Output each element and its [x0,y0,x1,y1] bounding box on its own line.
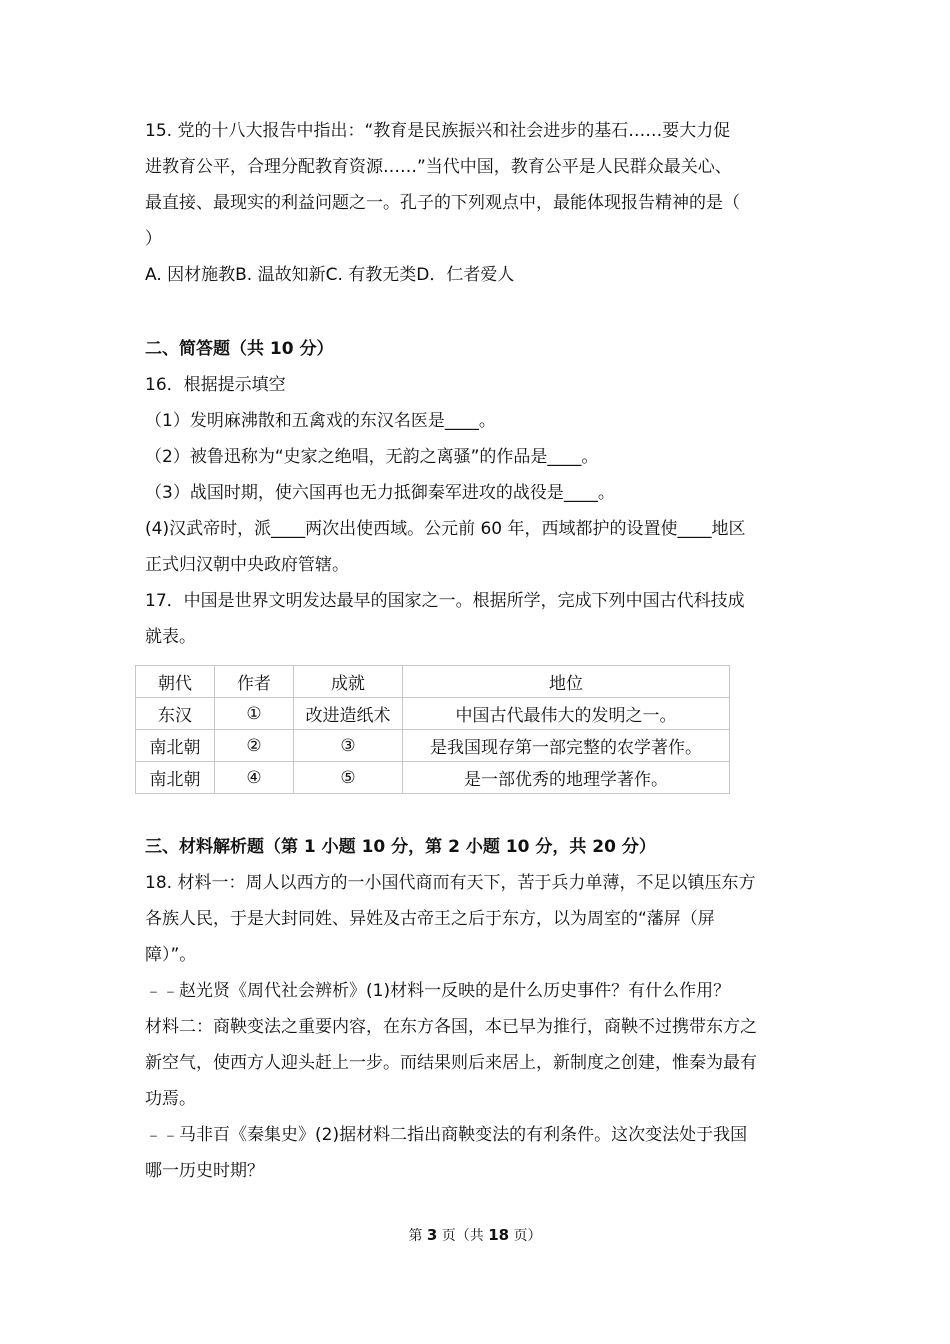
q16-item-3: （3）战国时期，使六国再也无力抵御秦军进攻的战役是____。 [145,483,615,503]
table-header-cell: 朝代 [136,666,215,698]
q18-line: ﹣﹣马非百《秦集史》(2)据材料二指出商鞅变法的有利条件。这次变法处于我国 [145,1125,748,1145]
q16-item-4-cont: 正式归汉朝中央政府管辖。 [145,555,349,575]
page-footer [0,1225,950,1245]
question-15 [145,113,810,293]
table-header-cell: 地位 [403,666,730,698]
table-cell: ② [215,730,294,762]
q18-line: 功焉。 [145,1089,196,1109]
science-achievement-table [135,665,730,794]
q15-line: ） [145,229,162,249]
section-3 [145,829,810,1189]
table-header-cell: 成就 [294,666,403,698]
table-row [136,730,730,762]
table-header-cell: 作者 [215,666,294,698]
footer-suffix: 页） [509,1228,542,1244]
section-3-heading: 三、材料解析题（第 1 小题 10 分，第 2 小题 10 分，共 20 分） [145,837,656,857]
q16-item-4: (4)汉武帝时，派____两次出使西域。公元前 60 年，西域都护的设置使____地区 [145,519,746,539]
table-cell: 东汉 [136,698,215,730]
footer-total-pages: 18 [488,1226,510,1244]
q15-line: 15. 党的十八大报告中指出：“教育是民族振兴和社会进步的基石……要大力促 [145,121,731,141]
q16-title: 16．根据提示填空 [145,375,286,395]
table-cell: 是我国现存第一部完整的农学著作。 [403,730,730,762]
q16-item-2: （2）被鲁迅称为“史家之绝唱，无韵之离骚”的作品是____。 [145,447,599,467]
section-2-heading: 二、简答题（共 10 分） [145,339,334,359]
q18-line: 材料二：商鞅变法之重要内容，在东方各国，本已早为推行，商鞅不过携带东方之 [145,1017,757,1037]
table-row [136,762,730,794]
q18-line: 新空气，使西方人迎头赶上一步。而结果则后来居上，新制度之创建，惟秦为最有 [145,1053,757,1073]
q16-item-1: （1）发明麻沸散和五禽戏的东汉名医是____。 [145,411,496,431]
q15-line: 进教育公平，合理分配教育资源……”当代中国，教育公平是人民群众最关心、 [145,157,732,177]
table-cell: 中国古代最伟大的发明之一。 [403,698,730,730]
q17-title: 17．中国是世界文明发达最早的国家之一。根据所学，完成下列中国古代科技成 [145,591,745,611]
section-2 [145,331,810,655]
table-cell: ③ [294,730,403,762]
table-cell: 是一部优秀的地理学著作。 [403,762,730,794]
table-cell: 南北朝 [136,762,215,794]
q18-line: ﹣﹣赵光贤《周代社会辨析》(1)材料一反映的是什么历史事件？有什么作用？ [145,981,731,1001]
footer-middle: 页（共 [437,1228,489,1244]
table-cell: ④ [215,762,294,794]
q18-line: 哪一历史时期？ [145,1161,264,1181]
q15-line: 最直接、最现实的利益问题之一。孔子的下列观点中，最能体现报告精神的是（ [145,193,740,213]
q17-title-cont: 就表。 [145,627,196,647]
footer-page-number: 3 [426,1226,438,1244]
table-cell: 南北朝 [136,730,215,762]
q18-line: 障）”。 [145,945,197,965]
table-row [136,698,730,730]
table-cell: 改进造纸术 [294,698,403,730]
footer-prefix: 第 [408,1228,427,1244]
table-cell: ① [215,698,294,730]
q18-line: 各族人民，于是大封同姓、异姓及古帝王之后于东方，以为周室的“藩屏（屏 [145,909,715,929]
table-cell: ⑤ [294,762,403,794]
q18-line: 18. 材料一：周人以西方的一小国代商而有天下，苦于兵力单薄，不足以镇压东方 [145,873,756,893]
q15-options: A. 因材施教B. 温故知新C. 有教无类D．仁者爱人 [145,265,515,285]
table-header-row [136,666,730,698]
